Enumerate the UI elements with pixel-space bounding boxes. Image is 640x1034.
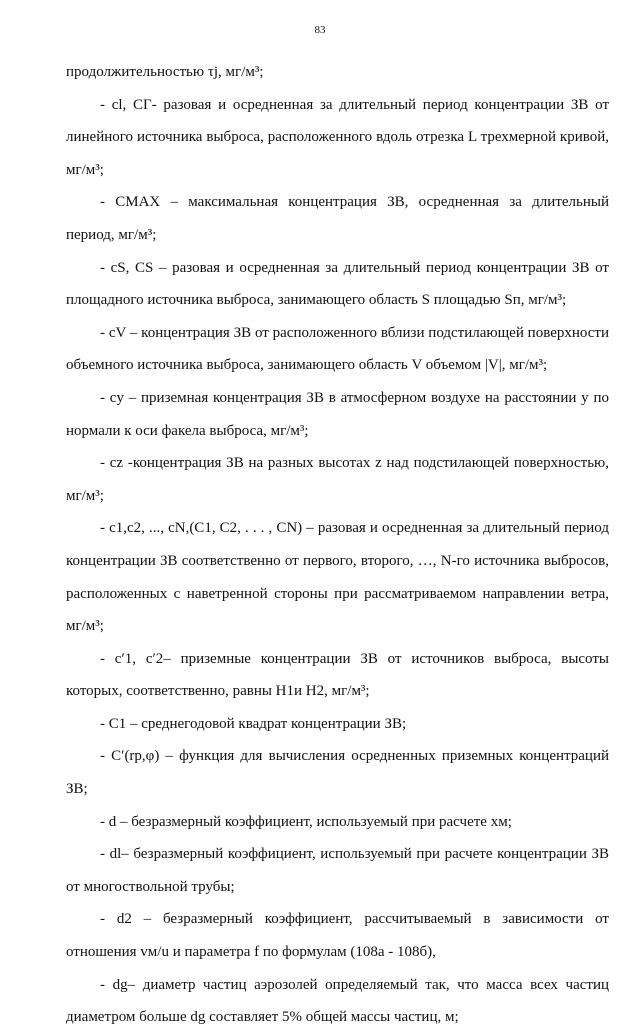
- definition-dl: - dl– безразмерный коэффициент, используемый при расчете концентрации ЗВ от многоствольной трубы;: [66, 846, 609, 895]
- paragraph-continuation: продолжительностью τj, мг/м³;: [66, 64, 264, 80]
- definition-c1: - C1 – среднегодовой квадрат концентрации ЗВ;: [100, 715, 407, 732]
- document-body: [66, 56, 609, 1034]
- definition-c-function: - C′(rp,φ) – функция для вычисления осредненных приземных концентраций ЗВ;: [66, 748, 609, 798]
- definition-volume-source: - cV – концентрация ЗВ от расположенного вблизи подстилающей поверхности объемного источника выброса, занимающего область V объемом |V|, мг/м³;: [66, 324, 609, 374]
- page-number: 83: [314, 24, 326, 36]
- definition-area-source: - cS, CS – разовая и осредненная за длительный период концентрации ЗВ от площадного источника выброса, занимающего область S площадью Sп, мг/м³;: [66, 259, 609, 309]
- definition-multiple-sources: - c1,c2, ..., cN,(C1, C2, . . . , CN) – разовая и осредненная за длительный период концентрации ЗВ соответственно от первого, второго, …, N-го источника выбросов, расположенных с наветренной стороны при рассматриваемом направлении ветра, мг/м³;: [66, 520, 609, 635]
- definition-cy: - cy – приземная концентрация ЗВ в атмосферном воздухе на расстоянии y по нормали к оси факела выброса, мг/м³;: [66, 389, 609, 439]
- definition-linear-source: - cl, CГ- разовая и осредненная за длительный период концентрации ЗВ от линейного источника выброса, расположенного вдоль отрезка L трехмерной кривой, мг/м³;: [66, 96, 609, 178]
- definition-dg: - dg– диаметр частиц аэрозолей определяемый так, что масса всех частиц диаметром больше dg составляет 5% общей массы частиц, м;: [66, 976, 609, 1026]
- definition-cmax: - CMAX – максимальная концентрация ЗВ, осредненная за длительный период, мг/м³;: [66, 194, 609, 243]
- definition-d2: - d2 – безразмерный коэффициент, рассчитываемый в зависимости от отношения vм/u и параметра f по формулам (108а - 108б),: [66, 911, 609, 961]
- definition-cz: - cz -концентрация ЗВ на разных высотах z над подстилающей поверхностью, мг/м³;: [66, 455, 609, 504]
- definition-c-prime: - c′1, c′2– приземные концентрации ЗВ от источников выброса, высоты которых, соответственно, равны H1и H2, мг/м³;: [66, 650, 609, 700]
- definition-d: - d – безразмерный коэффициент, используемый при расчете xм;: [100, 813, 512, 830]
